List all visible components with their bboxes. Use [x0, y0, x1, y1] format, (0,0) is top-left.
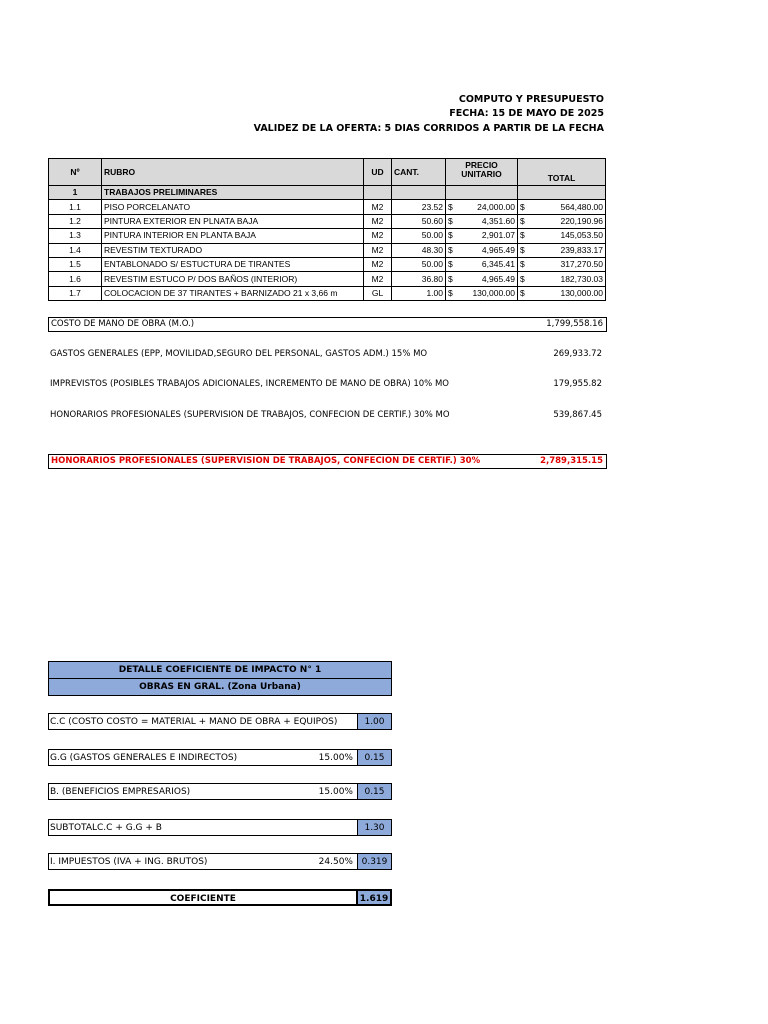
doc-validity: VALIDEZ DE LA OFERTA: 5 DIAS CORRIDOS A PARTIR DE LA FECHA — [253, 123, 604, 134]
row-number: 1.7 — [49, 286, 102, 300]
row-unit: M2 — [364, 243, 392, 257]
row-unit: M2 — [364, 214, 392, 228]
row-unit: M2 — [364, 200, 392, 214]
row-rubro: PINTURA INTERIOR EN PLANTA BAJA — [102, 229, 364, 243]
row-rubro: ENTABLONADO S/ ESTUCTURA DE TIRANTES — [102, 257, 364, 271]
row-total-currency: $ — [518, 229, 532, 243]
coefficient-title: DETALLE COEFICIENTE DE IMPACTO N° 1 — [48, 661, 392, 679]
row-rubro: REVESTIM ESTUCO P/ DOS BAÑOS (INTERIOR) — [102, 272, 364, 286]
table-row — [49, 200, 606, 214]
row-quantity: 50.60 — [392, 214, 446, 228]
general-expenses-value: 269,933.72 — [553, 349, 602, 359]
row-unit-price: 24,000.00 — [460, 200, 518, 214]
row-total: 182,730.03 — [532, 272, 606, 286]
row-price-currency: $ — [446, 200, 460, 214]
col-rubro-header: RUBRO — [102, 159, 364, 186]
row-quantity: 36.80 — [392, 272, 446, 286]
doc-title: COMPUTO Y PRESUPUESTO — [458, 94, 604, 105]
row-total: 564,480.00 — [532, 200, 606, 214]
table-row — [49, 214, 606, 228]
row-unit: M2 — [364, 272, 392, 286]
professional-fees-label: HONORARIOS PROFESIONALES (SUPERVISION DE TRABAJOS, CONFECION DE CERTIF.) 30% MO — [50, 410, 450, 420]
coef-subtotal-label: SUBTOTALC.C + G.G + B — [50, 823, 162, 833]
coef-gg-row — [48, 749, 392, 766]
row-quantity: 23.52 — [392, 200, 446, 214]
row-number: 1.2 — [49, 214, 102, 228]
coef-taxes-pct: 24.50% — [318, 857, 353, 867]
row-total-currency: $ — [518, 243, 532, 257]
col-cant-header: CANT. — [392, 159, 446, 186]
coef-taxes-row — [48, 853, 392, 870]
table-row — [49, 272, 606, 286]
col-precio-header: PRECIO UNITARIO — [446, 159, 518, 186]
row-rubro: REVESTIM TEXTURADO — [102, 243, 364, 257]
row-price-currency: $ — [446, 272, 460, 286]
row-price-currency: $ — [446, 286, 460, 300]
table-row — [49, 257, 606, 271]
row-number: 1.3 — [49, 229, 102, 243]
row-unit-price: 4,965.49 — [460, 272, 518, 286]
coef-final-label: COEFICIENTE — [170, 894, 236, 904]
coef-gg-value: 0.15 — [357, 750, 391, 765]
row-number: 1.1 — [49, 200, 102, 214]
coef-b-pct: 15.00% — [318, 787, 353, 797]
coef-taxes-value: 0.319 — [357, 854, 391, 869]
col-n-header: Nº — [49, 159, 102, 186]
coef-final-row — [48, 889, 392, 906]
row-quantity: 50.00 — [392, 229, 446, 243]
row-total-currency: $ — [518, 200, 532, 214]
row-total: 317,270.50 — [532, 257, 606, 271]
col-total-header: TOTAL — [518, 159, 606, 186]
row-number: 1.5 — [49, 257, 102, 271]
labor-cost-row — [48, 317, 607, 332]
row-total-currency: $ — [518, 214, 532, 228]
section-number: 1 — [49, 186, 102, 200]
coef-cc-label: C.C (COSTO COSTO = MATERIAL + MANO DE OBRA + EQUIPOS) — [50, 717, 338, 727]
contingencies-value: 179,955.82 — [553, 379, 602, 389]
row-unit: GL — [364, 286, 392, 300]
coef-gg-pct: 15.00% — [318, 753, 353, 763]
section-title: TRABAJOS PRELIMINARES — [102, 186, 364, 200]
row-quantity: 50.00 — [392, 257, 446, 271]
row-total-currency: $ — [518, 286, 532, 300]
row-number: 1.6 — [49, 272, 102, 286]
row-unit-price: 4,351.60 — [460, 214, 518, 228]
coefficient-header — [48, 661, 392, 696]
coef-b-row — [48, 783, 392, 800]
coef-cc-row — [48, 713, 392, 730]
table-row — [49, 286, 606, 300]
table-header-row — [49, 159, 606, 186]
row-total: 145,053.50 — [532, 229, 606, 243]
grand-total-row — [48, 454, 607, 469]
coef-b-label: B. (BENEFICIOS EMPRESARIOS) — [50, 787, 191, 797]
row-rubro: PINTURA EXTERIOR EN PLNATA BAJA — [102, 214, 364, 228]
table-row — [49, 243, 606, 257]
row-price-currency: $ — [446, 257, 460, 271]
row-unit-price: 6,345.41 — [460, 257, 518, 271]
general-expenses-label: GASTOS GENERALES (EPP, MOVILIDAD,SEGURO DEL PERSONAL, GASTOS ADM.) 15% MO — [50, 349, 428, 359]
row-price-currency: $ — [446, 229, 460, 243]
coef-final-value: 1.619 — [356, 891, 390, 904]
coef-cc-value: 1.00 — [357, 714, 391, 729]
row-price-currency: $ — [446, 214, 460, 228]
row-unit-price: 4,965.49 — [460, 243, 518, 257]
grand-total-label: HONORARIOS PROFESIONALES (SUPERVISION DE TRABAJOS, CONFECION DE CERTIF.) 30% — [51, 456, 481, 466]
row-unit-price: 130,000.00 — [460, 286, 518, 300]
coef-subtotal-value: 1.30 — [357, 820, 391, 835]
grand-total-value: 2,789,315.15 — [540, 456, 603, 466]
budget-table — [48, 158, 606, 301]
row-quantity: 48.30 — [392, 243, 446, 257]
coef-subtotal-row — [48, 819, 392, 836]
row-total: 239,833.17 — [532, 243, 606, 257]
section-row — [49, 186, 606, 200]
row-unit-price: 2,901.07 — [460, 229, 518, 243]
coef-gg-label: G.G (GASTOS GENERALES E INDIRECTOS) — [50, 753, 238, 763]
row-total: 220,190.96 — [532, 214, 606, 228]
contingencies-label: IMPREVISTOS (POSIBLES TRABAJOS ADICIONALES, INCREMENTO DE MANO DE OBRA) 10% MO — [50, 379, 449, 389]
row-total-currency: $ — [518, 272, 532, 286]
row-quantity: 1.00 — [392, 286, 446, 300]
row-total: 130,000.00 — [532, 286, 606, 300]
row-unit: M2 — [364, 229, 392, 243]
doc-date: FECHA: 15 DE MAYO DE 2025 — [449, 108, 604, 119]
row-total-currency: $ — [518, 257, 532, 271]
labor-cost-value: 1,799,558.16 — [546, 319, 603, 329]
col-ud-header: UD — [364, 159, 392, 186]
coefficient-subtitle: OBRAS EN GRAL. (Zona Urbana) — [48, 679, 392, 696]
row-rubro: COLOCACION DE 37 TIRANTES + BARNIZADO 21 x 3,66 m — [102, 286, 364, 300]
row-price-currency: $ — [446, 243, 460, 257]
row-unit: M2 — [364, 257, 392, 271]
table-row — [49, 229, 606, 243]
professional-fees-value: 539,867.45 — [553, 410, 602, 420]
labor-cost-label: COSTO DE MANO DE OBRA (M.O.) — [51, 319, 195, 329]
row-number: 1.4 — [49, 243, 102, 257]
coef-taxes-label: I. IMPUESTOS (IVA + ING. BRUTOS) — [50, 857, 208, 867]
row-rubro: PISO PORCELANATO — [102, 200, 364, 214]
coef-b-value: 0.15 — [357, 784, 391, 799]
